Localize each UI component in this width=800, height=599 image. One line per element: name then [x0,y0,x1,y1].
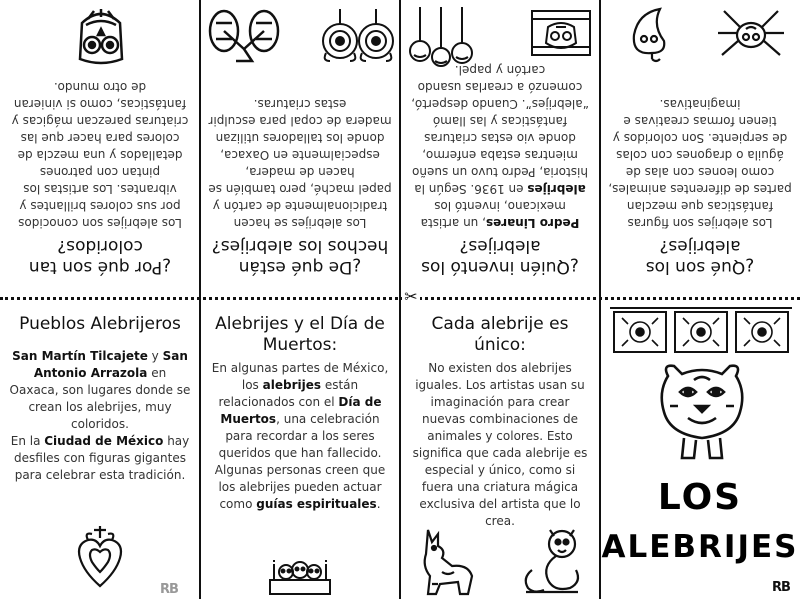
brand-mark: RB [160,582,178,597]
panel-text: En algunas partes de México, los alebrijes están relacionados con el Día de Muertos, una celebración para recordar a los seres queridos que han fallecido. Algunas personas creen que los alebrijes pueden actuar como guías espirituales. [211,361,389,511]
panel-title: ¿Qué son los alebrijes? [645,236,755,277]
panel-cada-alebrije-unico [400,300,600,599]
inventor-name: Pedro Linares [485,216,580,230]
panel-text: Los alebrijes son conocidos por sus colores brillantes y vibrantes. Los artistas los pintan con patrones detallados y una mezcla de colores para hacer que las criaturas parezcan mágicas y fantásticas, como si vinieran de otro mundo. [11,80,189,230]
panel-text: San Martín Tilcajete y San Antonio Arrazola en Oaxaca, son lugares donde se crean los alebrijes, muy coloridos. En la Ciudad de México hay desfiles con figuras gigantes para celebrar esta tradición. [9,349,191,482]
panel-cover [600,300,800,599]
marigold-icon [320,7,396,73]
owl-icon [70,5,132,65]
panel-text: Pedro Linares, un artista mexicano, inventó los alebrijes en 1936. Según la historia, Pedro tuvo un sueño mientras estaba enfermo, donde vio estas criaturas fantásticas y las llamó “alebrijes”. Cuando despertó, comenzó a crearlas usando cartón y papel. [411,63,589,230]
sacred-heart-icon [74,524,126,596]
jaguar-alebrije-icon [658,362,746,462]
panel-text: No existen dos alebrijes iguales. Los artistas usan su imaginación para crear nuevas combinaciones de animales y colores. Esto significa que cada alebrije es especial y único, como si fuera una criatura mágica exclusiva del artista que lo crea. [412,361,588,528]
panel-dia-de-muertos [200,300,400,599]
panel-title: Cada alebrije es único: [431,314,569,355]
panel-title: Alebrijes y el Día de Muertos: [215,314,385,355]
pepper-icon [622,5,682,65]
place-arrazola: San Antonio Arrazola [33,349,188,380]
lollipop-icon [408,5,474,67]
place-cdmx: Ciudad de México [44,434,164,448]
panel-pueblos-alebrijeros [0,300,200,599]
panel-text: Los alebrijes se hacen tradicionalmente de cartón y papel maché, pero también se hacen de madera, especialmente en Oaxaca, donde los talladores utilizan madera de copal para esculpir estas criaturas. [208,97,392,230]
dia-de-muertos-emphasis: Día de Muertos [220,395,382,426]
cover-title-alebrijes: ALEBRIJES [601,529,799,565]
panel-porque-coloridos [0,0,200,299]
cover-title-los: LOS [657,477,743,518]
place-tilcajete: San Martín Tilcajete [12,349,148,363]
panel-title: Pueblos Alebrijeros [19,314,181,334]
papel-picado-icon [608,304,794,356]
brand-mark: RB [772,580,790,595]
altar-icon [268,550,332,596]
panel-text: Los alebrijes son figuras fantásticas que mezclan partes de diferentes animales, como leones con alas de águila o dragones con colas de serpiente. Son coloridos y tienen formas creativas e imaginativas. [608,97,792,230]
alebrijes-emphasis: alebrijes [262,378,321,392]
scissors-icon: ✂ [402,287,420,307]
coyote-icon [412,526,478,596]
dragon-icon [518,526,588,596]
panel-que-son [600,0,800,299]
panel-title: ¿Quién inventó los alebrijes? [421,236,579,277]
panel-title: ¿De qué están hechos los alebrijes? [211,236,389,277]
cut-line [0,297,800,300]
spider-icon [716,7,786,63]
panel-title: ¿Por qué son tan coloridos? [28,236,172,277]
guias-emphasis: guías espirituales [256,497,377,511]
panel-dequé-hechos [200,0,400,299]
panel-quien-invento [400,0,600,299]
alebrijes-emphasis: alebrijes [527,182,586,196]
bicycle-icon [206,7,282,69]
sugar-skull-altar-icon [530,5,592,61]
